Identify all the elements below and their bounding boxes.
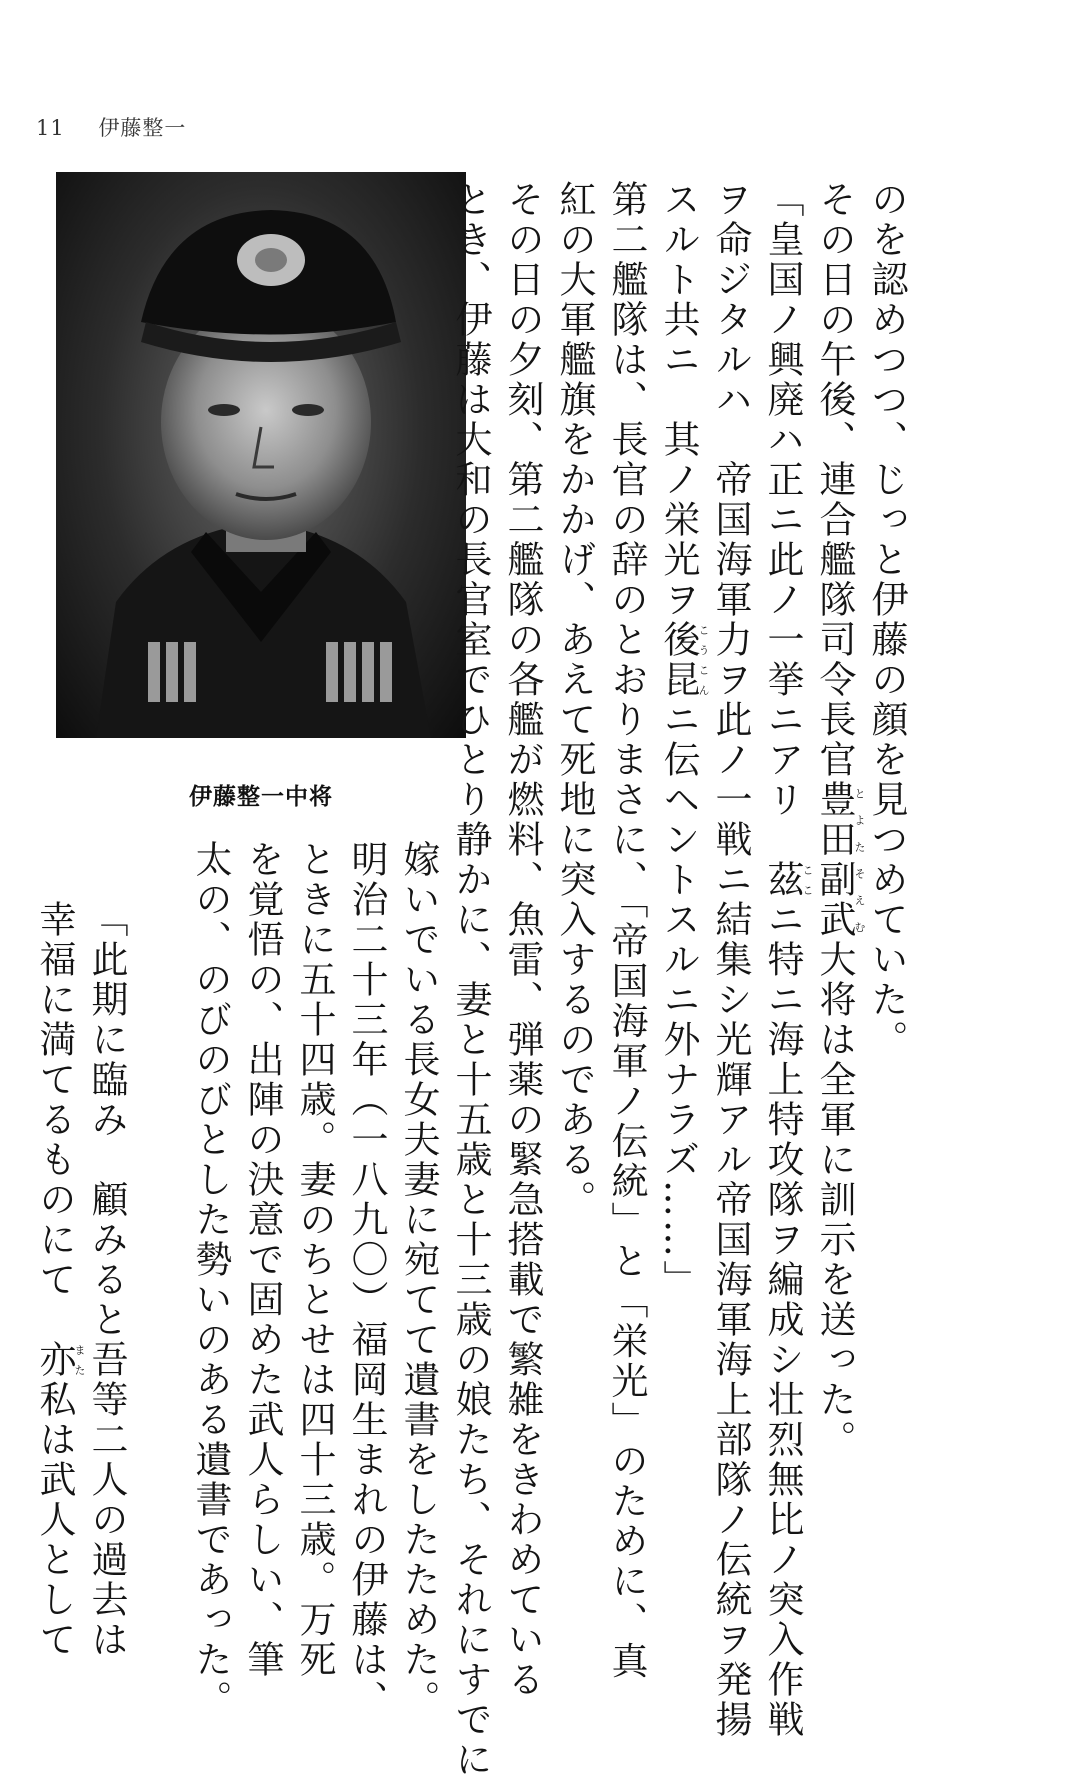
chapter-title: 伊藤整一: [98, 116, 187, 140]
text-column: ときに五十四歳。妻のちとせは四十三歳。万死: [293, 840, 336, 1680]
text-column: その日の午後、連合艦隊司令長官豊田とよた副武そえむ大将は全軍に訓示を送った。: [813, 180, 866, 1460]
text-column: 紅の大軍艦旗をかかげ、あえて死地に突入するのである。: [553, 180, 596, 1220]
text-column: 太の、のびのびとした勢いのある遺書であった。: [189, 840, 232, 1720]
running-header: [36, 112, 186, 142]
text-column: ヲ命ジタルハ 帝国海軍力ヲ此ノ一戦ニ結集シ光輝アル帝国海軍海上部隊ノ伝統ヲ発揚: [709, 180, 752, 1740]
text-column: 「此期に臨み 顧みると吾等二人の過去は: [85, 900, 128, 1660]
page-number: 11: [36, 116, 65, 140]
photo-caption: 伊藤整一中将: [189, 784, 333, 810]
text-column: 第二艦隊は、長官の辞のとおりまさに、「帝国海軍ノ伝統」と「栄光」のために、真: [605, 180, 648, 1682]
text-column: その日の夕刻、第二艦隊の各艦が燃料、魚雷、弾薬の緊急搭載で繁雑をきわめている: [501, 180, 544, 1700]
text-column: 幸福に満てるものにて 亦また私は武人として: [33, 900, 86, 1660]
portrait-illustration: [56, 172, 466, 738]
text-column: 嫁いでいる長女夫妻に宛てて遺書をしたためた。: [397, 840, 440, 1720]
text-column: を覚悟の、出陣の決意で固めた武人らしい、筆: [241, 840, 284, 1680]
text-column: スルト共ニ 其ノ栄光ヲ後昆こうこんニ伝ヘントスルニ外ナラズ……」: [657, 180, 710, 1300]
text-column: のを認めつつ、じっと伊藤の顔を見つめていた。: [865, 180, 908, 1060]
text-column: 明治二十三年（一八九〇）福岡生まれの伊藤は、: [345, 840, 388, 1720]
text-column: とき、伊藤は大和の長官室でひとり静かに、妻と十五歳と十三歳の娘たち、それにすでに: [449, 180, 492, 1780]
text-column: 「皇国ノ興廃ハ正ニ此ノ一挙ニアリ 茲ここニ特ニ海上特攻隊ヲ編成シ壮烈無比ノ突入作戦: [761, 180, 814, 1740]
portrait-photo: [56, 172, 466, 738]
